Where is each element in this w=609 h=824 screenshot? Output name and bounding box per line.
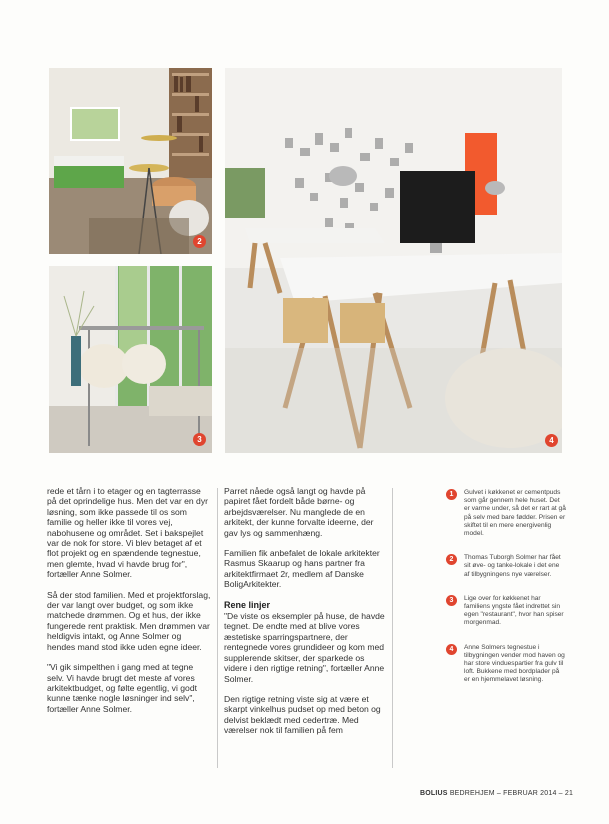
caption-number-badge: 1 <box>446 489 457 500</box>
caption-item <box>446 554 566 579</box>
caption-item <box>446 644 566 685</box>
caption-number-badge: 3 <box>446 595 457 606</box>
body-paragraph: "Vi gik simpelthen i gang med at tegne selv. Vi havde brugt det meste af vores arkitektbudget, og følte egentlig, vi godt kunne tænke nogle løsninger ind selv", fortæller Anne Solmer. <box>47 662 198 714</box>
body-column-2 <box>224 486 386 746</box>
caption-text: Thomas Tuborgh Solmer har fået sit øve- og tanke-lokale i det ene af tilbygningens nye værelser. <box>464 554 561 578</box>
body-paragraph: rede et tårn i to etager og en tagterrasse på det oprindelige hus. Men det var en dyr løsning, som ikke passede til os som familie og heller ikke til vores vej, nabohusene og området. Set i bakspejlet var de nok for store. Vi blev betaget af et flot projekt og en spændende tegnestue, men glemte, hvad vi havde brug for", fortæller Anne Solmer. <box>47 486 208 580</box>
body-paragraph: Så der stod familien. Med et projektforslag, der var langt over budget, og som ikke matchede drømmen. Og et hus, der ikke fungerede rent praktisk. Men drømmen var heldigvis intakt, og Anne Solmer og hendes mand stod ikke uden egne ideer. <box>47 589 211 652</box>
section-heading: Rene linjer <box>224 599 271 610</box>
window-nook-illustration <box>49 266 212 453</box>
caption-number-badge: 4 <box>446 644 457 655</box>
caption-number-badge: 2 <box>446 554 457 565</box>
photo-studio-desk <box>225 68 562 453</box>
photo-badge-2: 2 <box>193 235 206 248</box>
photo-captions <box>446 489 566 701</box>
body-paragraph: Familien fik anbefalet de lokale arkitekter Rasmus Skaarup og hans partner fra arkitektfirmaet 2r, medlem af Danske BoligArkitekter. <box>224 548 380 590</box>
body-column-1 <box>47 486 211 724</box>
caption-item <box>446 595 566 628</box>
body-paragraph: "De viste os eksempler på huse, de havde tegnet. De endte med at blive vores æstetiske sparringspartnere, der rentegnede vores grundideer og kom med supplerende skitser, der sparkede os videre i den rigtige retning", fortæller Anne Solmer. <box>224 611 385 684</box>
photo-badge-4: 4 <box>545 434 558 447</box>
body-paragraph: Den rigtige retning viste sig at være et skarpt vinkelhus pudset op med beton og delvist beklædt med cedertræ. Med værelser nok til familien på fem <box>224 693 381 736</box>
photo-badge-3: 3 <box>193 433 206 446</box>
caption-text: Lige over for køkkenet har familiens yngste fået indrettet sin egen "restaurant", hvor han spiser morgenmad. <box>464 594 564 627</box>
photo-drum-room <box>49 68 212 254</box>
page-footer <box>420 790 573 797</box>
footer-issue: BEDREHJEM – FEBRUAR 2014 – 21 <box>449 790 574 797</box>
photo-window-nook <box>49 266 212 453</box>
studio-desk-illustration <box>225 68 562 453</box>
column-divider <box>217 488 218 768</box>
column-divider <box>392 488 393 768</box>
footer-brand: BOLIUS <box>420 790 448 797</box>
caption-item <box>446 489 566 538</box>
drum-room-illustration <box>49 68 212 254</box>
caption-text: Gulvet i køkkenet er cementpuds som går gennem hele huset. Det er varme under, så det er rart at gå på selv med bare fødder. Prisen er skiftet til en mere energivenlig model. <box>464 489 566 538</box>
caption-text: Anne Solmers tegnestue i tilbygningen vender mod haven og har store vinduespartier fra gulv til loft. Bukkene med bordplader på er en hjemmelavet løsning. <box>464 643 565 684</box>
body-paragraph: Parret nåede også langt og havde på papiret fået fordelt både børne- og arbejdsværelser. Nu manglede de en arkitekt, der kunne forvalte ideerne, der gav lys og sammenhæng. <box>224 486 374 538</box>
